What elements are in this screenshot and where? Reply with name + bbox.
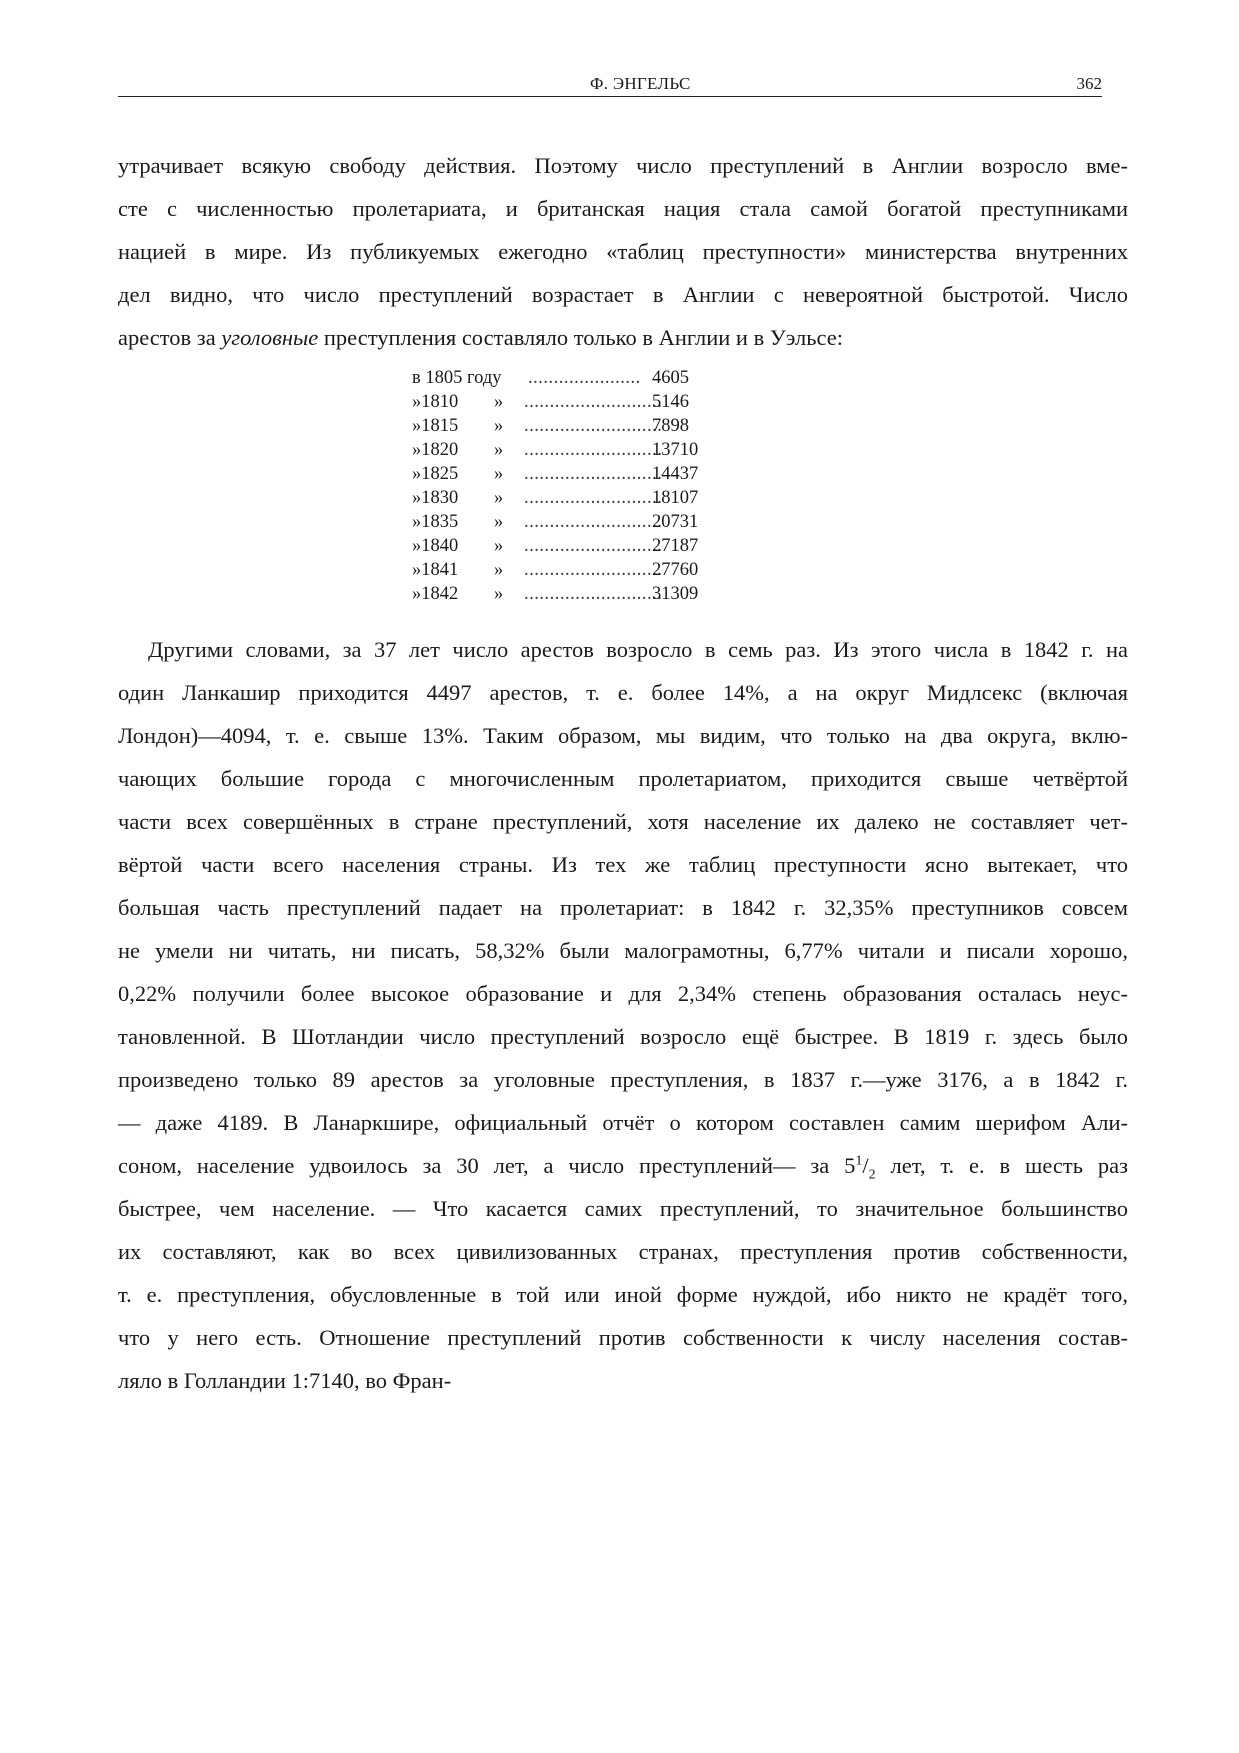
text-line: Другими словами, за 37 лет число арестов возросло в семь раз. Из этого числа в 1842 г. на [148,637,1128,662]
value-cell: 18107 [652,488,699,508]
value-cell: 13710 [652,440,699,460]
ditto-mark: » [494,536,504,556]
text-line: вёртой части всего населения страны. Из тех же таблиц преступности ясно вытекает, что [118,852,1128,877]
year-cell [412,414,458,438]
ditto-mark: » [412,416,422,436]
ditto-mark: » [494,488,504,508]
text-line: тановленной. В Шотландии число преступлений возросло ещё быстрее. В 1819 г. здесь было [118,1024,1128,1049]
leader-dots: ........................... [524,416,663,436]
year-cell [412,486,458,510]
running-header [118,72,1102,97]
value-cell: 4605 [652,368,689,388]
paragraph-1 [118,144,1128,359]
year-text: 1840 [421,536,459,556]
text-line: один Ланкашир приходится 4497 арестов, т. е. более 14%, а на округ Мидлсекс (включая [118,680,1128,705]
italic-term: уголовные [221,325,319,350]
table-row [412,366,712,390]
year-cell [412,438,458,462]
table-row [412,414,712,438]
ditto-mark: » [412,464,422,484]
text-line: не умели ни читать, ни писать, 58,32% были малограмотны, 6,77% читали и писали хорошо, [118,938,1128,963]
ditto-mark: » [494,560,504,580]
value-cell: 27187 [652,536,699,556]
value-cell: 14437 [652,464,699,484]
value-cell: 7898 [652,416,689,436]
text-line: большая часть преступлений падает на пролетариат: в 1842 г. 32,35% преступников совсем [118,895,1128,920]
page-number: 362 [1076,74,1102,93]
leader-dots: ...................... [528,368,641,388]
table-row [412,534,712,558]
year-cell [412,534,458,558]
ditto-mark: » [412,536,422,556]
year-text: 1815 [421,416,459,436]
ditto-mark: » [412,512,422,532]
fraction-denominator: 2 [868,1167,876,1183]
ditto-mark: » [494,440,504,460]
value-cell: 20731 [652,512,699,532]
year-text: 1842 [421,584,459,604]
text-line [118,316,1128,359]
year-text: 1830 [421,488,459,508]
year-text: 1841 [421,560,459,580]
value-cell: 31309 [652,584,699,604]
text-line: дел видно, что число преступлений возрастает в Англии с невероятной быстротой. Число [118,282,1128,307]
ditto-mark: » [494,512,504,532]
value-cell: 27760 [652,560,699,580]
text-line: т. е. преступления, обусловленные в той или иной форме нуждой, ибо никто не крадёт того, [118,1282,1128,1307]
header-author: Ф. ЭНГЕЛЬС [590,74,691,93]
table-row [412,438,712,462]
ditto-mark: » [412,488,422,508]
ditto-mark: » [412,560,422,580]
ditto-mark: » [494,392,504,412]
text-run: преступления составляло только в Англии и в Уэльсе: [318,325,843,350]
text-line: сте с численностью пролетариата, и британская нация стала самой богатой преступниками [118,196,1128,221]
text-line: ляло в Голландии 1:7140, во Фран- [118,1368,452,1393]
arrests-table [412,366,712,606]
ditto-mark: » [494,416,504,436]
table-row [412,462,712,486]
text-run: арестов за [118,325,222,350]
leader-dots: ........................... [524,440,663,460]
text-line: утрачивает всякую свободу действия. Поэтому число преступлений в Англии возросло вме- [118,153,1128,178]
table-row [412,390,712,414]
table-row [412,510,712,534]
value-cell: 5146 [652,392,689,412]
table-row [412,582,712,606]
table-row [412,558,712,582]
fraction-numerator: 1 [855,1153,863,1169]
year-text: 1825 [421,464,459,484]
text-line: Лондон)—4094, т. е. свыше 13%. Таким образом, мы видим, что только на два округа, вклю- [118,723,1128,748]
year-cell [412,462,458,486]
text-line: произведено только 89 арестов за уголовные преступления, в 1837 г.—уже 3176, а в 1842 г. [118,1067,1128,1092]
paragraph-2 [118,628,1128,1402]
table-row [412,486,712,510]
text-run: соном, население удвоилось за 30 лет, а число преступлений— за 5 [118,1153,856,1178]
text-line: нацией в мире. Из публикуемых ежегодно «таблиц преступности» министерства внутренних [118,239,1128,264]
text-line [118,1144,1128,1187]
leader-dots: ........................... [524,536,663,556]
text-line: их составляют, как во всех цивилизованных странах, преступления против собственности, [118,1239,1128,1264]
leader-dots: ........................... [524,512,663,532]
ditto-mark: » [494,464,504,484]
text-line: — даже 4189. В Ланаркшире, официальный отчёт о котором составлен самим шерифом Али- [118,1110,1128,1135]
leader-dots: ........................... [524,584,663,604]
year-text: 1835 [421,512,459,532]
year-cell [412,510,458,534]
text-line: части всех совершённых в стране преступлений, хотя население их далеко не составляет чет- [118,809,1128,834]
ditto-mark: » [412,584,422,604]
year-cell [412,558,458,582]
year-text: 1820 [421,440,459,460]
ditto-mark: » [412,440,422,460]
text-line: что у него есть. Отношение преступлений против собственности к числу населения состав- [118,1325,1128,1350]
ditto-mark: » [412,392,422,412]
year-text: 1810 [421,392,459,412]
text-run: лет, т. е. в шесть раз [875,1153,1128,1178]
text-line: чающих большие города с многочисленным пролетариатом, приходится свыше четвёртой [118,766,1128,791]
ditto-mark: » [494,584,504,604]
leader-dots: ........................... [524,392,663,412]
year-cell [412,390,458,414]
year-cell [412,582,458,606]
leader-dots: ........................... [524,464,663,484]
year-cell: в 1805 году [412,368,502,388]
leader-dots: ........................... [524,560,663,580]
leader-dots: ........................... [524,488,663,508]
text-line: 0,22% получили более высокое образование и для 2,34% степень образования осталась неус- [118,981,1128,1006]
fraction-slash: / [862,1153,869,1178]
text-line: быстрее, чем население. — Что касается самих преступлений, то значительное большинство [118,1196,1128,1221]
